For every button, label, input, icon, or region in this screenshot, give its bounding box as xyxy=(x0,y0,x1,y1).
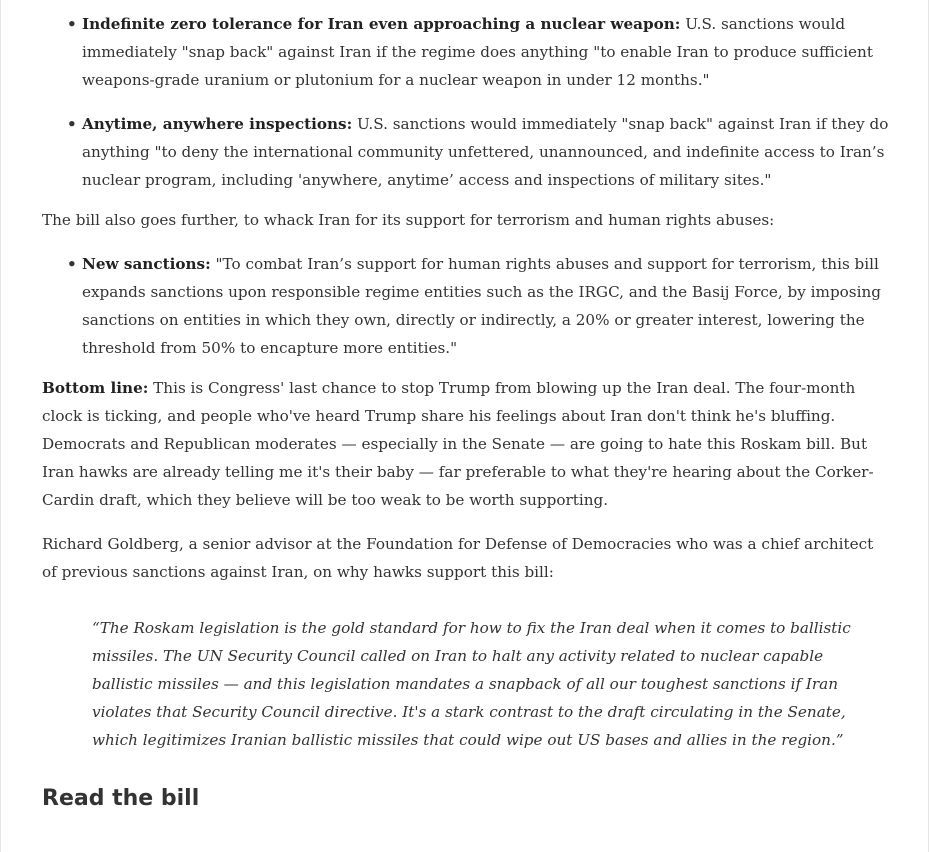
section-heading: Read the bill xyxy=(42,786,200,811)
bottom-line-lead: Bottom line: xyxy=(42,379,149,397)
bullet-lead: New sanctions: xyxy=(82,255,211,273)
bottom-line-text: This is Congress' last chance to stop Trump from blowing up the Iran deal. The four-month clock is ticking, and people who've heard Trump share his feelings about Iran don't think he's bluffing. Democrats and Republican moderates — especially in the Senate — are going to hate this Roskam bill. But Iran hawks are already telling me it's their baby — far preferable to what they're hearing about the Corker-Cardin draft, which they believe will be too weak to be worth supporting. xyxy=(42,379,874,509)
bullet-icon: • xyxy=(67,115,77,133)
bullet-icon: • xyxy=(67,255,77,273)
list-item xyxy=(67,250,892,362)
block-quote: “The Roskam legislation is the gold standard for how to fix the Iran deal when it comes to ballistic missiles. The UN Security Council called on Iran to halt any activity related to nuclear capable ballistic missiles — and this legislation mandates a snapback of all our toughest sanctions if Iran violates that Security Council directive. It's a stark contrast to the draft circulating in the Senate, which legitimizes Iranian ballistic missiles that could wipe out US bases and allies in the region.” xyxy=(92,619,851,749)
paragraph-goldberg: Richard Goldberg, a senior advisor at the Foundation for Defense of Democracies who was a chief architect of previous sanctions against Iran, on why hawks support this bill: xyxy=(42,535,874,581)
article-body xyxy=(42,10,892,814)
list-item xyxy=(67,110,892,194)
bullet-text: U.S. sanctions would immediately "snap back" against Iran if they do anything "to deny the international community unfettered, unannounced, and indefinite access to Iran’s nuclear program, including 'anywhere, anytime’ access and inspections of military sites." xyxy=(82,115,889,189)
bullet-text: "To combat Iran’s support for human rights abuses and support for terrorism, this bill expands sanctions upon responsible regime entities such as the IRGC, and the Basij Force, by imposing sanctions on entities in which they own, directly or indirectly, a 20% or greater interest, lowering the threshold from 50% to encapture more entities." xyxy=(82,255,881,357)
bullet-list-nuclear xyxy=(42,10,892,194)
bullet-lead: Indefinite zero tolerance for Iran even approaching a nuclear weapon: xyxy=(82,15,681,33)
paragraph-bottom-line xyxy=(42,374,892,514)
bullet-text: U.S. sanctions would immediately "snap back" against Iran if the regime does anything "to enable Iran to produce sufficient weapons-grade uranium or plutonium for a nuclear weapon in under 12 months." xyxy=(82,15,873,89)
bullet-icon: • xyxy=(67,15,77,33)
bullet-list-sanctions xyxy=(42,250,892,362)
paragraph-further: The bill also goes further, to whack Iran for its support for terrorism and human rights abuses: xyxy=(42,211,775,229)
bullet-lead: Anytime, anywhere inspections: xyxy=(82,115,353,133)
list-item xyxy=(67,10,892,94)
